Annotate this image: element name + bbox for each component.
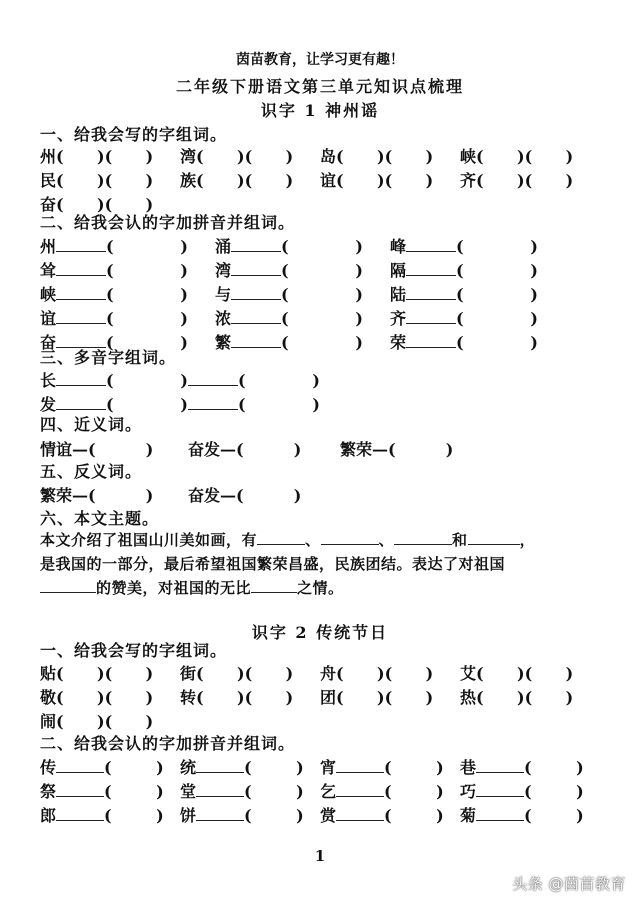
read-cell [180, 779, 304, 802]
pinyin-line [56, 237, 106, 252]
write-cell [320, 685, 433, 708]
read-cell [180, 755, 304, 778]
read-cell [215, 282, 363, 305]
write-char: 敬 [40, 688, 57, 707]
pinyin-line [231, 309, 281, 324]
pinyin-line [406, 261, 456, 276]
word-blank: ( ) [104, 806, 164, 825]
read-cell [40, 779, 164, 802]
write-cell [460, 661, 573, 684]
write-cell [40, 144, 153, 167]
pinyin-line [231, 333, 281, 348]
answer-blanks: ( )( ) [476, 147, 574, 166]
read-char: 荣 [390, 333, 407, 352]
pinyin-line [336, 782, 384, 797]
word-blank: ( ) [238, 371, 320, 390]
write-char: 街 [180, 664, 197, 683]
write-cell [460, 144, 573, 167]
read-cell [320, 803, 444, 826]
write-cell [40, 661, 153, 684]
word-blank: ( ) [281, 237, 363, 256]
answer-blanks: ( )( ) [476, 171, 574, 190]
write-char: 艾 [460, 664, 477, 683]
read-cell [40, 803, 164, 826]
polyphone-char: 长 [40, 371, 57, 390]
answer-blanks: ( )( ) [196, 171, 294, 190]
pinyin-line [231, 261, 281, 276]
write-cell [180, 168, 293, 191]
pinyin-line [231, 285, 281, 300]
read-cell [40, 306, 188, 329]
read-cell [40, 234, 188, 257]
word-blank: ( ) [281, 333, 363, 352]
word-blank: ( ) [281, 309, 363, 328]
word-blank: ( ) [456, 237, 538, 256]
antonym-item: 奋发—( ) [188, 486, 302, 505]
write-char: 民 [40, 171, 57, 190]
polyphone-row [40, 392, 320, 414]
write-cell [180, 661, 293, 684]
read-cell [215, 306, 363, 329]
word-blank: ( ) [456, 333, 538, 352]
read-cell [390, 306, 538, 329]
read-cell [390, 234, 538, 257]
pinyin-line [336, 806, 384, 821]
word-blank: ( ) [106, 395, 188, 414]
theme-line-2: 是我国的一部分，最后希望祖国繁荣昌盛，民族团结。表达了对祖国 [40, 555, 506, 573]
read-cell [460, 779, 584, 802]
read-cell [40, 258, 188, 281]
write-char: 齐 [460, 171, 477, 190]
pinyin-line [196, 758, 244, 773]
write-char: 贴 [40, 664, 57, 683]
lesson1-title: 识字 1 神州谣 [260, 101, 380, 120]
pinyin-line [196, 782, 244, 797]
l2-section1-heading: 一、给我会写的字组词。 [40, 641, 228, 660]
read-cell [215, 330, 363, 353]
read-cell [320, 779, 444, 802]
read-cell [215, 258, 363, 281]
read-cell [40, 755, 164, 778]
l1-section2-heading: 二、给我会认的字加拼音并组词。 [40, 213, 296, 232]
word-blank: ( ) [106, 237, 188, 256]
read-char: 浓 [215, 309, 232, 328]
write-char: 舟 [320, 664, 337, 683]
word-blank: ( ) [384, 806, 444, 825]
answer-blanks: ( )( ) [476, 664, 574, 683]
read-char: 与 [215, 285, 232, 304]
answer-blanks: ( )( ) [336, 171, 434, 190]
answer-blanks: ( )( ) [56, 171, 154, 190]
write-cell [320, 661, 433, 684]
read-char: 乞 [320, 782, 337, 801]
read-cell [460, 803, 584, 826]
write-cell [40, 685, 153, 708]
pinyin-line [56, 806, 104, 821]
write-cell [40, 168, 153, 191]
word-blank: ( ) [456, 285, 538, 304]
write-char: 闹 [40, 712, 57, 731]
document-title: 二年级下册语文第三单元知识点梳理 [175, 77, 464, 96]
lesson2-title: 识字 2 传统节日 [251, 623, 389, 642]
synonym-item: 情谊—( ) [40, 440, 154, 459]
write-char: 湾 [180, 147, 197, 166]
write-cell [320, 168, 433, 191]
write-char: 州 [40, 147, 57, 166]
theme-line-3: 的赞美，对祖国的无比 之情。 [40, 577, 344, 598]
read-char: 湾 [215, 261, 232, 280]
read-char: 宵 [320, 758, 337, 777]
read-char: 统 [180, 758, 197, 777]
pinyin-line [56, 782, 104, 797]
write-char: 峡 [460, 147, 477, 166]
pinyin-line [406, 285, 456, 300]
word-blank: ( ) [104, 758, 164, 777]
write-cell [180, 144, 293, 167]
answer-blanks: ( )( ) [196, 688, 294, 707]
pinyin-line [56, 395, 106, 410]
polyphone-char: 发 [40, 395, 57, 414]
word-blank: ( ) [456, 309, 538, 328]
l1-section4-heading: 四、近义词。 [40, 415, 143, 434]
pinyin-line [56, 285, 106, 300]
read-char: 巷 [460, 758, 477, 777]
read-char: 州 [40, 237, 57, 256]
pinyin-line [188, 371, 238, 386]
word-blank: ( ) [384, 758, 444, 777]
read-char: 饼 [180, 806, 197, 825]
pinyin-line [231, 237, 281, 252]
word-blank: ( ) [384, 782, 444, 801]
page-number: 1 [314, 847, 326, 865]
pinyin-line [56, 371, 106, 386]
l2-section2-heading: 二、给我会认的字加拼音并组词。 [40, 734, 296, 753]
write-cell [460, 168, 573, 191]
l1-section6-heading: 六、本文主题。 [40, 509, 160, 528]
word-blank: ( ) [281, 285, 363, 304]
word-blank: ( ) [106, 371, 188, 390]
read-char: 峰 [390, 237, 407, 256]
pinyin-line [476, 782, 524, 797]
word-blank: ( ) [104, 782, 164, 801]
read-char: 堂 [180, 782, 197, 801]
word-blank: ( ) [524, 758, 584, 777]
pinyin-line [406, 309, 456, 324]
pinyin-line [196, 806, 244, 821]
answer-blanks: ( )( ) [336, 147, 434, 166]
read-cell [390, 330, 538, 353]
word-blank: ( ) [456, 261, 538, 280]
answer-blanks: ( )( ) [56, 712, 154, 731]
read-cell [320, 755, 444, 778]
pinyin-line [56, 261, 106, 276]
l1-section1-heading: 一、给我会写的字组词。 [40, 125, 228, 144]
read-char: 巧 [460, 782, 477, 801]
l1-section5-heading: 五、反义词。 [40, 462, 143, 481]
answer-blanks: ( )( ) [56, 664, 154, 683]
pinyin-line [56, 758, 104, 773]
read-cell [390, 258, 538, 281]
answer-blanks: ( )( ) [476, 688, 574, 707]
page-header: 茵苗教育，让学习更有趣！ [236, 52, 404, 68]
pinyin-line [476, 806, 524, 821]
read-char: 耸 [40, 261, 57, 280]
write-char: 热 [460, 688, 477, 707]
read-char: 谊 [40, 309, 57, 328]
answer-blanks: ( )( ) [56, 195, 154, 214]
pinyin-line [56, 309, 106, 324]
read-char: 传 [40, 758, 57, 777]
word-blank: ( ) [106, 261, 188, 280]
polyphone-row [40, 368, 320, 390]
read-char: 陆 [390, 285, 407, 304]
word-blank: ( ) [244, 782, 304, 801]
read-char: 涌 [215, 237, 232, 256]
write-char: 族 [180, 171, 197, 190]
pinyin-line [336, 758, 384, 773]
word-blank: ( ) [244, 758, 304, 777]
read-cell [390, 282, 538, 305]
answer-blanks: ( )( ) [196, 147, 294, 166]
synonym-item: 奋发—( ) [188, 440, 302, 459]
read-char: 赏 [320, 806, 337, 825]
word-blank: ( ) [106, 285, 188, 304]
write-cell [320, 144, 433, 167]
pinyin-line [476, 758, 524, 773]
antonym-item: 繁荣—( ) [40, 486, 154, 505]
read-cell [460, 755, 584, 778]
read-char: 峡 [40, 285, 57, 304]
read-char: 奋 [40, 333, 57, 352]
answer-blanks: ( )( ) [196, 664, 294, 683]
word-blank: ( ) [244, 806, 304, 825]
answer-blanks: ( )( ) [336, 664, 434, 683]
write-char: 团 [320, 688, 337, 707]
theme-line-1: 本文介绍了祖国山川美如画，有 、 、 和 ， [40, 531, 536, 549]
synonym-item: 繁荣—( ) [340, 440, 454, 459]
pinyin-line [406, 237, 456, 252]
read-char: 繁 [215, 333, 232, 352]
read-cell [215, 234, 363, 257]
watermark: 头条 @茵苗教育 [512, 875, 626, 893]
read-char: 郎 [40, 806, 57, 825]
word-blank: ( ) [281, 261, 363, 280]
read-cell [180, 803, 304, 826]
answer-blanks: ( )( ) [336, 688, 434, 707]
write-char: 谊 [320, 171, 337, 190]
write-char: 转 [180, 688, 197, 707]
write-char: 岛 [320, 147, 337, 166]
write-char: 奋 [40, 195, 57, 214]
read-cell [40, 282, 188, 305]
read-char: 菊 [460, 806, 477, 825]
write-cell [180, 685, 293, 708]
read-char: 祭 [40, 782, 57, 801]
l1-section3-heading: 三、多音字组词。 [40, 348, 177, 367]
word-blank: ( ) [106, 309, 188, 328]
answer-blanks: ( )( ) [56, 688, 154, 707]
read-char: 隔 [390, 261, 407, 280]
word-blank: ( ) [106, 333, 188, 352]
answer-blanks: ( )( ) [56, 147, 154, 166]
write-cell [40, 709, 153, 732]
pinyin-line [188, 395, 238, 410]
write-cell [460, 685, 573, 708]
word-blank: ( ) [524, 782, 584, 801]
read-char: 齐 [390, 309, 407, 328]
word-blank: ( ) [238, 395, 320, 414]
word-blank: ( ) [524, 806, 584, 825]
pinyin-line [406, 333, 456, 348]
